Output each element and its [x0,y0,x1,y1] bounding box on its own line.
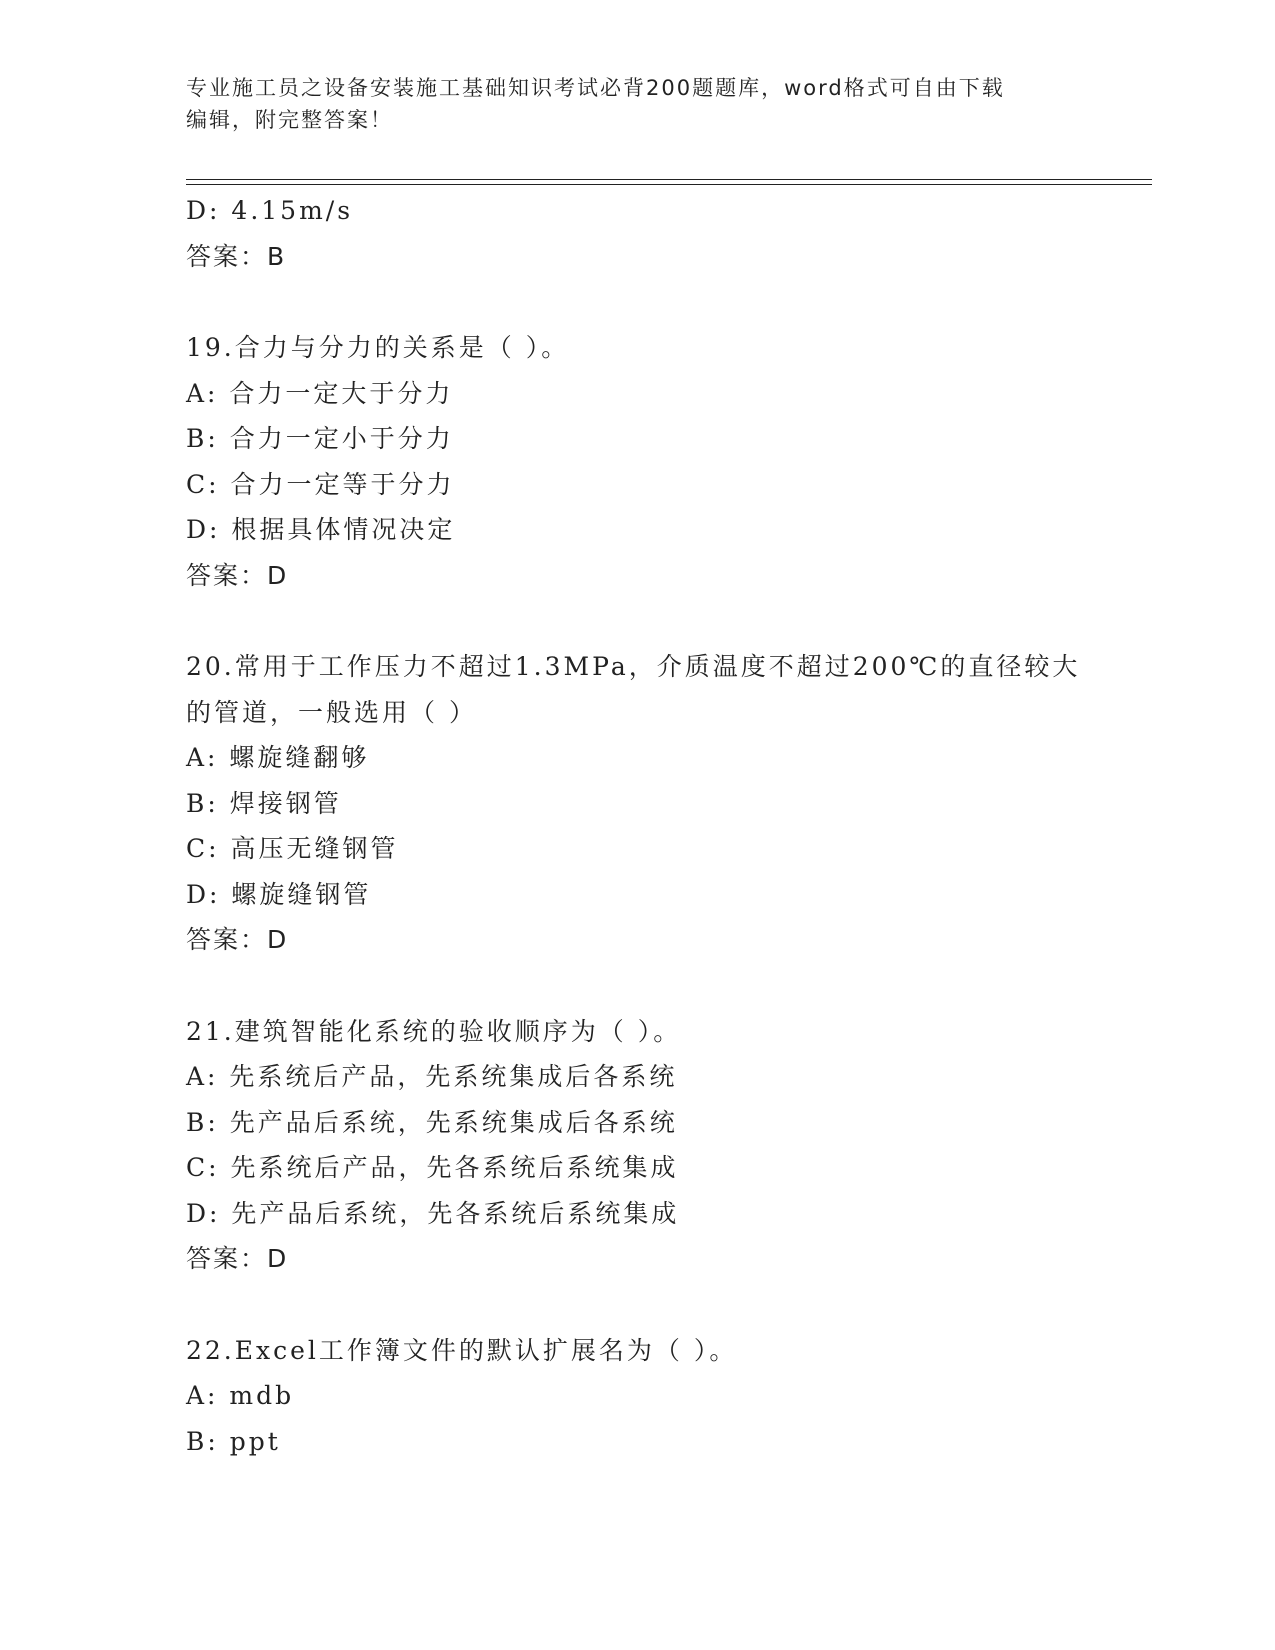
document-header [186,72,1066,136]
option-b: B: 焊接钢管 [186,788,342,818]
question-20 [186,644,1152,963]
option-a: A: 先系统后产品，先系统集成后各系统 [186,1062,678,1091]
option-a: A: mdb [186,1381,295,1410]
question-stem: 19.合力与分力的关系是（ ）。 [186,333,570,362]
question-stem: 22.Excel工作簿文件的默认扩展名为（ ）。 [186,1335,738,1365]
spacer [186,279,1152,325]
question-stem: 20.常用于工作压力不超过1.3MPa，介质温度不超过200℃的直径较大 [186,652,1081,681]
spacer [186,963,1152,1009]
header-line-1: 专业施工员之设备安装施工基础知识考试必背200题题库，word格式可自由下载 [186,76,1005,100]
option-c: C: 合力一定等于分力 [186,469,455,499]
option-b: B: 先产品后系统，先系统集成后各系统 [186,1107,678,1137]
question-stem-continued: 的管道，一般选用（ ） [186,697,477,727]
option-b: B: 合力一定小于分力 [186,424,454,453]
question-21 [186,1009,1152,1282]
question-22 [186,1328,1152,1465]
spacer [186,598,1152,644]
answer: 答案：D [186,925,289,954]
option-d: D: 根据具体情况决定 [186,515,456,544]
header-divider-bottom [186,184,1152,185]
answer: 答案：D [186,560,289,590]
option-b: B: ppt [186,1426,281,1456]
option-c: C: 高压无缝钢管 [186,834,399,863]
question-stem: 21.建筑智能化系统的验收顺序为（ ）。 [186,1016,682,1046]
answer: 答案：D [186,1244,289,1273]
option-c: C: 先系统后产品，先各系统后系统集成 [186,1153,679,1182]
header-line-2: 编辑，附完整答案！ [186,108,393,132]
spacer [186,1282,1152,1328]
option-d: D: 4.15m/s [186,196,354,225]
answer: 答案：B [186,241,287,271]
option-d: D: 螺旋缝钢管 [186,879,372,909]
option-a: A: 合力一定大于分力 [186,378,454,408]
header-divider-top [186,179,1152,180]
option-a: A: 螺旋缝翻够 [186,743,370,772]
question-list [186,188,1152,1464]
option-d: D: 先产品后系统，先各系统后系统集成 [186,1198,680,1228]
question-19 [186,325,1152,598]
